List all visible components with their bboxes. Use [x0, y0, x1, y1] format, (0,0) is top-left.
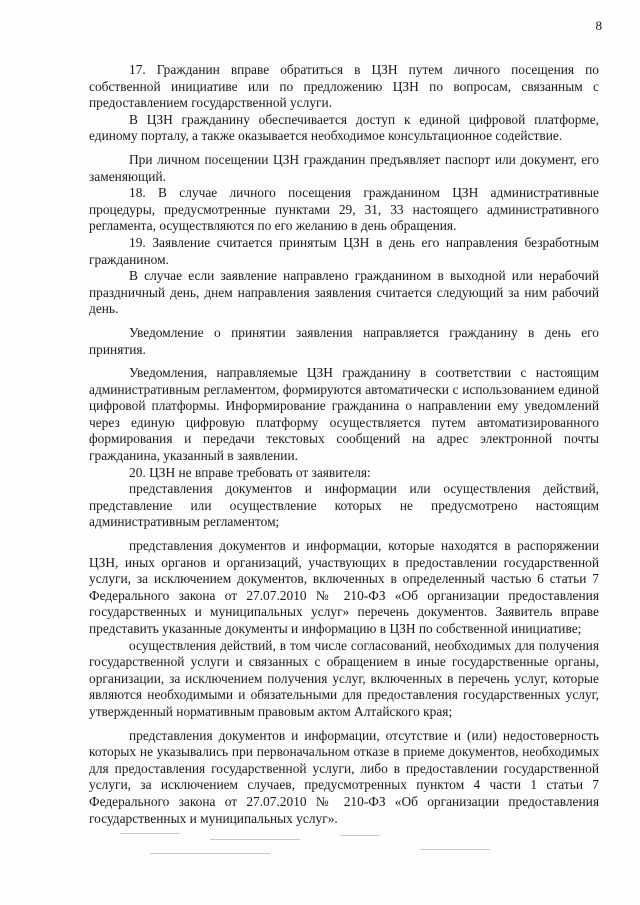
- scan-speck: [340, 835, 380, 836]
- document-body: [89, 62, 599, 827]
- list-item-documents: представления документов и информации или осуществления действий, представление или осуществление которых не предусмотрено настоящим административным регламентом;: [89, 481, 599, 530]
- paragraph-18: 18. В случае личного посещения гражданином ЦЗН административные процедуры, предусмотренные пунктами 29, 31, 33 настоящего административного регламента, осуществляются по его желанию в день обращения.: [89, 185, 599, 234]
- paragraph-17: 17. Гражданин вправе обратиться в ЦЗН путем личного посещения по собственной инициативе или по предложению ЦЗН по вопросам, связанным с предоставлением государственной услуги.: [89, 62, 599, 111]
- scan-speck: [210, 839, 300, 840]
- scan-speck: [120, 833, 180, 834]
- paragraph-notifications-platform: Уведомления, направляемые ЦЗН гражданину в соответствии с настоящим административным регламентом, формируются автоматически с использованием единой цифровой платформы. Информирование гражданина о направлении ему уведомлений через единую цифровую платформу осуществляется путем автоматизированного формирования и передачи текстовых сообщений на адрес электронной почты гражданина, указанный в заявлении.: [89, 365, 599, 464]
- paragraph-passport: При личном посещении ЦЗН гражданин предъявляет паспорт или документ, его заменяющий.: [89, 151, 599, 184]
- page-number: 8: [595, 18, 602, 33]
- paragraph-portal-access: В ЦЗН гражданину обеспечивается доступ к единой цифровой платформе, единому порталу, а также оказывается необходимое консультационное содействие.: [89, 111, 599, 144]
- list-item-documents-held: представления документов и информации, которые находятся в распоряжении ЦЗН, иных органов и организаций, участвующих в предоставлении государственной услуги, за исключением документов, включенных в определенный частью 6 статьи 7 Федерального закона от 27.07.2010 № 210-ФЗ «Об организации предоставления государственных и муниципальных услуг» перечень документов. Заявитель вправе представить указанные документы и информацию в ЦЗН по собственной инициативе;: [89, 538, 599, 636]
- paragraph-holiday: В случае если заявление направлено гражданином в выходной или нерабочий праздничный день, днем направления заявления считается следующий за ним рабочий день.: [89, 268, 599, 317]
- scan-noise: [0, 825, 640, 865]
- list-item-actions: осуществления действий, в том числе согласований, необходимых для получения государственной услуги и связанных с обращением в иные государственные органы, организации, за исключением получения услуг, включенных в перечень услуг, которые являются необходимыми и обязательными для предоставления государственных услуг, утвержденный нормативным правовым актом Алтайского края;: [89, 637, 599, 719]
- paragraph-notification: Уведомление о принятии заявления направляется гражданину в день его принятия.: [89, 324, 599, 357]
- paragraph-19: 19. Заявление считается принятым ЦЗН в день его направления безработным гражданином.: [89, 234, 599, 267]
- scan-speck: [150, 853, 270, 854]
- paragraph-20: 20. ЦЗН не вправе требовать от заявителя:: [129, 464, 371, 480]
- scan-speck: [420, 849, 490, 850]
- list-item-missing-documents: представления документов и информации, отсутствие и (или) недостоверность которых не указывались при первоначальном отказе в приеме документов, необходимых для предоставления государственной услуги, либо в предоставлении государственной услуги, за исключением случаев, предусмотренных пунктом 4 части 1 статьи 7 Федерального закона от 27.07.2010 № 210-ФЗ «Об организации предоставления государственных и муниципальных услуг».: [89, 727, 599, 826]
